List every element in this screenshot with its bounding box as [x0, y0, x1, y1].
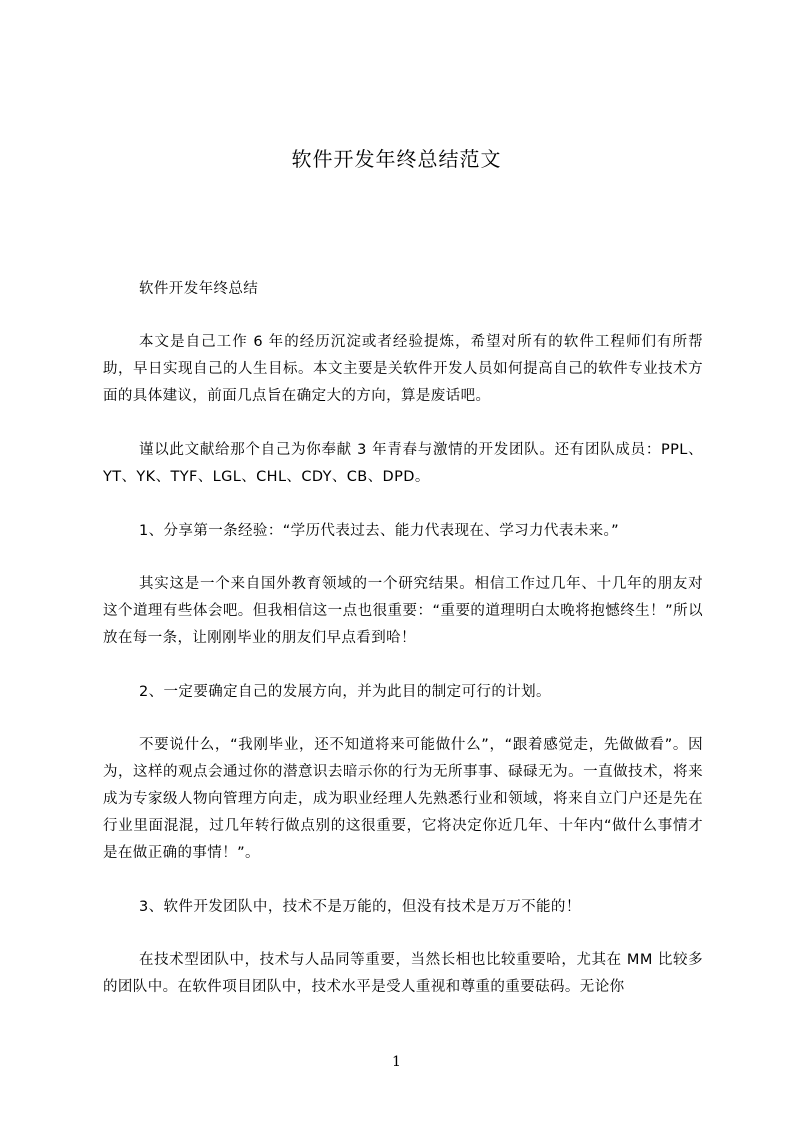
- heading-point-1: 1、分享第一条经验：“学历代表过去、能力代表现在、学习力代表未来。”: [139, 523, 620, 539]
- document-title: 软件开发年终总结范文: [291, 147, 502, 171]
- paragraph-dedication: 谨以此文献给那个自己为你奉献 3 年青春与激情的开发团队。还有团队成员：PPL、YT、YK、TYF、LGL、CHL、CDY、CB、DPD。: [103, 442, 703, 485]
- heading-point-3: 3、软件开发团队中，技术不是万能的，但没有技术是万万不能的！: [139, 899, 581, 915]
- heading-point-2: 2、一定要确定自己的发展方向，并为此目的制定可行的计划。: [139, 684, 551, 700]
- paragraph-point-3: 在技术型团队中，技术与人品同等重要，当然长相也比较重要哈，尤其在 MM 比较多的团队中。在软件项目团队中，技术水平是受人重视和尊重的重要砝码。无论你: [103, 952, 703, 995]
- paragraph-point-1: 其实这是一个来自国外教育领域的一个研究结果。相信工作过几年、十几年的朋友对这个道理有些体会吧。但我相信这一点也很重要：“重要的道理明白太晚将抱憾终生！”所以放在每一条，让刚刚毕业的朋友们早点看到哈！: [103, 576, 703, 646]
- page-number: 1: [392, 1054, 401, 1070]
- paragraph-intro: 本文是自己工作 6 年的经历沉淀或者经验提炼，希望对所有的软件工程师们有所帮助，早日实现自己的人生目标。本文主要是关软件开发人员如何提高自己的软件专业技术方面的具体建议，前面几点旨在确定大的方向，算是废话吧。: [103, 334, 703, 404]
- paragraph-point-2: 不要说什么，“我刚毕业，还不知道将来可能做什么”，“跟着感觉走，先做做看”。因为，这样的观点会通过你的潜意识去暗示你的行为无所事事、碌碌无为。一直做技术，将来成为专家级人物向管理方向走，成为职业经理人先熟悉行业和领域，将来自立门户还是先在行业里面混混，过几年转行做点别的这很重要，它将决定你近几年、十年内“做什么事情才是在做正确的事情！”。: [103, 737, 703, 861]
- section-heading: 软件开发年终总结: [139, 281, 259, 297]
